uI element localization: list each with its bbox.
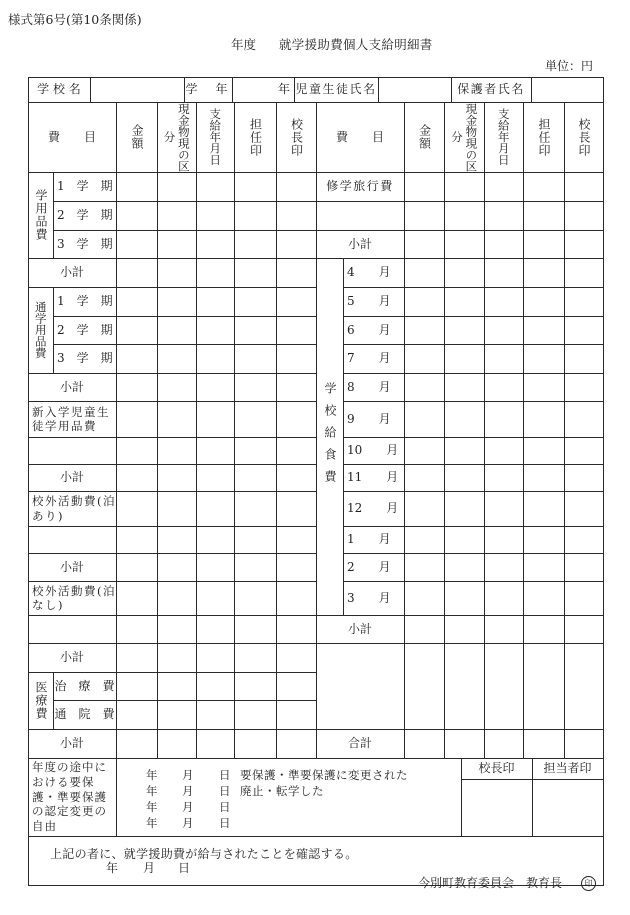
certification-change-label: 年度の途中における要保護・準要保護の認定変更の自由: [32, 759, 107, 834]
month-row: 12 月: [347, 501, 399, 515]
principal-seal-label: 校長印: [478, 761, 515, 775]
trip-overnight-label: 校外活動費(泊あり): [32, 494, 116, 523]
ss-term3-label: 3 学 期: [57, 236, 113, 251]
school-trip-label: 修学旅行費: [326, 179, 394, 193]
grand-total-label: 合計: [347, 736, 372, 750]
principal-seal-box[interactable]: [461, 779, 532, 836]
month-row: 5 月: [347, 294, 391, 308]
cs-term3-label: 3 学 期: [57, 351, 113, 365]
confirmation-statement: 上記の者に、就学援助費が給与されたことを確認する。: [50, 847, 358, 861]
grade-label: 学 年: [185, 82, 231, 96]
guardian-name-label: 保護者氏名: [457, 82, 525, 96]
col-teacher-seal-right: 担任印: [537, 117, 551, 157]
treatment-label: 治 療 費: [54, 678, 115, 693]
col-pay-date-left: 支給年月日: [208, 108, 223, 166]
new-enrollment-label: 新入学児童生徒学用品費: [32, 404, 110, 433]
hospital-visit-label: 通 院 費: [54, 707, 115, 721]
school-name-label: 学 校 名: [37, 82, 81, 96]
school-supplies-label: 学用品費: [34, 189, 48, 241]
col-item-left: 費 目: [47, 129, 96, 144]
to-subtotal-label: 小計: [59, 559, 84, 574]
student-name-label: 児童生徒氏名: [295, 82, 377, 96]
td-subtotal-label: 小計: [59, 650, 84, 664]
col-principal-seal-right: 校長印: [577, 117, 591, 157]
lunch-subtotal-label: 小計: [347, 621, 372, 636]
month-row: 3 月: [347, 590, 391, 605]
cs-subtotal-label: 小計: [59, 379, 84, 394]
month-row: 8 月: [347, 379, 391, 394]
staff-seal-box[interactable]: [532, 779, 603, 836]
trip-day-label: 校外活動費(泊なし): [32, 583, 116, 612]
ss-subtotal-label: 小計: [59, 265, 84, 279]
month-row: 2 月: [347, 559, 391, 574]
month-row: 4 月: [347, 265, 391, 279]
cs-term1-label: 1 学 期: [57, 294, 113, 308]
col-amount-left: 金額: [130, 124, 144, 150]
form-code: 様式第6号(第10条関係): [8, 12, 142, 27]
month-row: 7 月: [347, 351, 391, 365]
ss-term2-label: 2 学 期: [57, 208, 113, 222]
ne-subtotal-label: 小計: [59, 470, 84, 484]
reason-abolished: 廃止・転学した: [240, 784, 324, 798]
staff-seal-label: 担当者印: [543, 761, 592, 775]
ss-term1-label: 1 学 期: [57, 179, 113, 193]
trip-subtotal-label: 小計: [347, 236, 372, 251]
medical-label: 医療費: [34, 681, 48, 720]
grade-field[interactable]: [232, 77, 294, 102]
commute-supplies-label: 通学用品費: [33, 301, 48, 359]
title-year: 年度: [231, 37, 257, 52]
month-row: 9 月: [347, 411, 391, 426]
footer-month: 月: [143, 861, 156, 875]
seal-mark: 印: [581, 876, 596, 891]
grade-suffix: 年: [277, 82, 290, 96]
page-title: 就学援助費個人支給明細書: [279, 37, 433, 52]
medical-subtotal-label: 小計: [59, 736, 84, 750]
footer-year: 年: [106, 861, 119, 875]
lunch-label: 学校給食費: [323, 381, 337, 492]
reason-changed: 要保護・準要保護に変更された: [240, 768, 408, 782]
month-row: 11 月: [347, 470, 399, 484]
col-principal-seal-left: 校長印: [289, 117, 304, 157]
col-item-right: 費 目: [335, 129, 384, 144]
col-cash-kind-right: 現金物現の区分: [450, 102, 479, 172]
month-row: 1 月: [347, 532, 391, 546]
guardian-name-field[interactable]: [531, 77, 603, 102]
footer-day: 日: [178, 861, 191, 875]
col-cash-kind-left: 現金物現の区分: [162, 102, 191, 172]
board-name: 今別町教育委員会 教育長: [418, 876, 563, 890]
month-row: 10 月: [347, 443, 399, 457]
col-teacher-seal-left: 担任印: [248, 117, 263, 157]
month-row: 6 月: [347, 322, 391, 337]
school-name-field[interactable]: [90, 77, 184, 102]
cs-term2-label: 2 学 期: [57, 322, 113, 337]
student-name-field[interactable]: [378, 77, 451, 102]
col-pay-date-right: 支給年月日: [496, 108, 511, 166]
unit-label: 単位：円: [545, 59, 594, 73]
col-amount-right: 金額: [417, 124, 432, 150]
